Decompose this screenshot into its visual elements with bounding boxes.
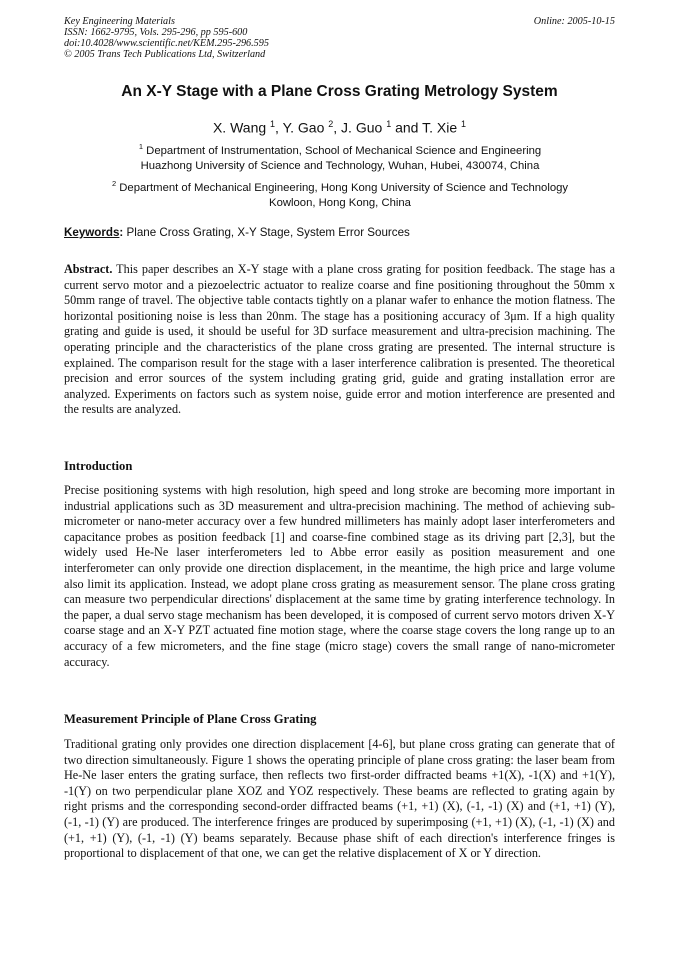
affiliation-line: Department of Instrumentation, School of Mechanical Science and Engineering bbox=[146, 144, 542, 157]
doi-line: doi:10.4028/www.scientific.net/KEM.295-296.595 bbox=[64, 38, 269, 49]
keywords-label: Keywords bbox=[64, 226, 120, 239]
copyright-line: © 2005 Trans Tech Publications Ltd, Switzerland bbox=[64, 49, 266, 60]
abstract-text: This paper describes an X-Y stage with a plane cross grating for position feedback. The stage has a current servo motor and a piezoelectric actuator to realize coarse and fine positioning throughout the 50mm x 50mm range of travel. The objective table contacts tightly on a planar wafer to enhance the motion flatness. The horizontal positioning noise is less than 20nm. The stage has a positioning accuracy of 3μm. If a high quality grating and guide is used, it should be useful for 3D surface measurement and ultra-precision machining. The operating principle and the characteristics of the plane cross grating are presented. The internal structure is explained. The comparison result for the stage with a laser interference calibration is presented. The theoretical precision and error sources of the system including grating grid, guide and grating installation error are analyzed. Experiments on factors such as system noise, guide error and motion interference are presented and the results are analyzed. bbox=[64, 262, 615, 417]
author-name: Y. Gao bbox=[282, 119, 325, 136]
issn-line: ISSN: 1662-9795, Vols. 295-296, pp 595-600 bbox=[64, 27, 248, 38]
author-name: J. Guo bbox=[341, 119, 383, 136]
online-date: Online: 2005-10-15 bbox=[533, 16, 615, 27]
author-separator: , bbox=[275, 119, 283, 136]
journal-name: Key Engineering Materials bbox=[64, 16, 175, 27]
principle-heading: Measurement Principle of Plane Cross Grating bbox=[64, 712, 317, 726]
affiliation-line: Huazhong University of Science and Technology, Wuhan, Hubei, 430074, China bbox=[140, 159, 540, 172]
author-affiliation-mark: 1 bbox=[386, 119, 392, 129]
author-affiliation-mark: 2 bbox=[328, 119, 334, 129]
affiliation-line: Kowloon, Hong Kong, China bbox=[269, 196, 411, 209]
author-name: X. Wang bbox=[212, 119, 267, 136]
principle-paragraph: Traditional grating only provides one direction displacement [4-6], but plane cross grating can generate that of two direction simultaneously. Figure 1 shows the operating principle of plane cross grating: the laser beam from He-Ne laser enters the grating surface, then reflects two first-order diffracted beams +1(X), -1(X) and +1(Y), -1(Y) on two perpendicular plane XOZ and YOZ respectively. These beams are reflected to grating again by right prisms and the corresponding second-order diffracted beams (+1, +1) (X), (-1, -1) (X) and (+1, +1) (Y), (-1, -1) (Y) are produced. The interference fringes are produced by superimposing (+1, +1) (X), (-1, -1) (X) and (+1, +1) (Y), (-1, -1) (Y) beams separately. Because phase shift of each direction's interference fringes is proportional to displacement of that one, we can get the relative displacement of X or Y direction. bbox=[64, 737, 615, 861]
author-list bbox=[64, 116, 615, 137]
keywords-text: Plane Cross Grating, X-Y Stage, System Error Sources bbox=[123, 226, 410, 239]
keywords-colon: : bbox=[119, 226, 124, 239]
affiliation-2 bbox=[40, 176, 640, 211]
abstract-paragraph bbox=[64, 262, 615, 418]
author-affiliation-mark: 1 bbox=[461, 119, 467, 129]
introduction-heading: Introduction bbox=[64, 459, 133, 473]
introduction-paragraph: Precise positioning systems with high resolution, high speed and long stroke are becoming more important in industrial applications such as 3D measurement and ultra-precision machining. The method of achieving sub-micrometer or nano-meter accuracy over a few hundred millimeters has mainly adopt laser interferometers and capacitance probes as position feedback [1] and coarse-fine combined stage as its driving part [2,3], but the widely used He-Ne laser interferometers led to Abbe error easily as position measurement and one interferometer can only provide one direction displacement, in the meantime, the high price and large volume also limit its application. Instead, we adopt plane cross grating as measurement sensor. The plane cross grating can measure two perpendicular directions' displacement at the same time by grating interference technology. In the paper, a dual servo stage mechanism has been developed, it is composed of current servo motors driven X-Y coarse stage and an X-Y PZT actuated fine motion stage, where the coarse stage covers the long range up to an accuracy of a few micrometers, and the fine stage (micro stage) covers the small range of nano-micrometer accuracy. bbox=[64, 483, 615, 669]
affiliation-line: Department of Mechanical Engineering, Hong Kong University of Science and Technology bbox=[119, 181, 569, 194]
author-affiliation-mark: 1 bbox=[270, 119, 276, 129]
author-separator: , bbox=[333, 119, 342, 136]
journal-header bbox=[64, 16, 615, 60]
affiliation-number: 2 bbox=[111, 179, 117, 188]
affiliation-number: 1 bbox=[138, 142, 144, 151]
paper-title: An X-Y Stage with a Plane Cross Grating Metrology System bbox=[121, 83, 558, 100]
author-separator: and bbox=[391, 119, 423, 136]
affiliation-1 bbox=[40, 139, 640, 174]
author-name: T. Xie bbox=[422, 119, 458, 136]
abstract-label: Abstract. bbox=[64, 262, 113, 276]
keywords-line bbox=[64, 225, 615, 240]
